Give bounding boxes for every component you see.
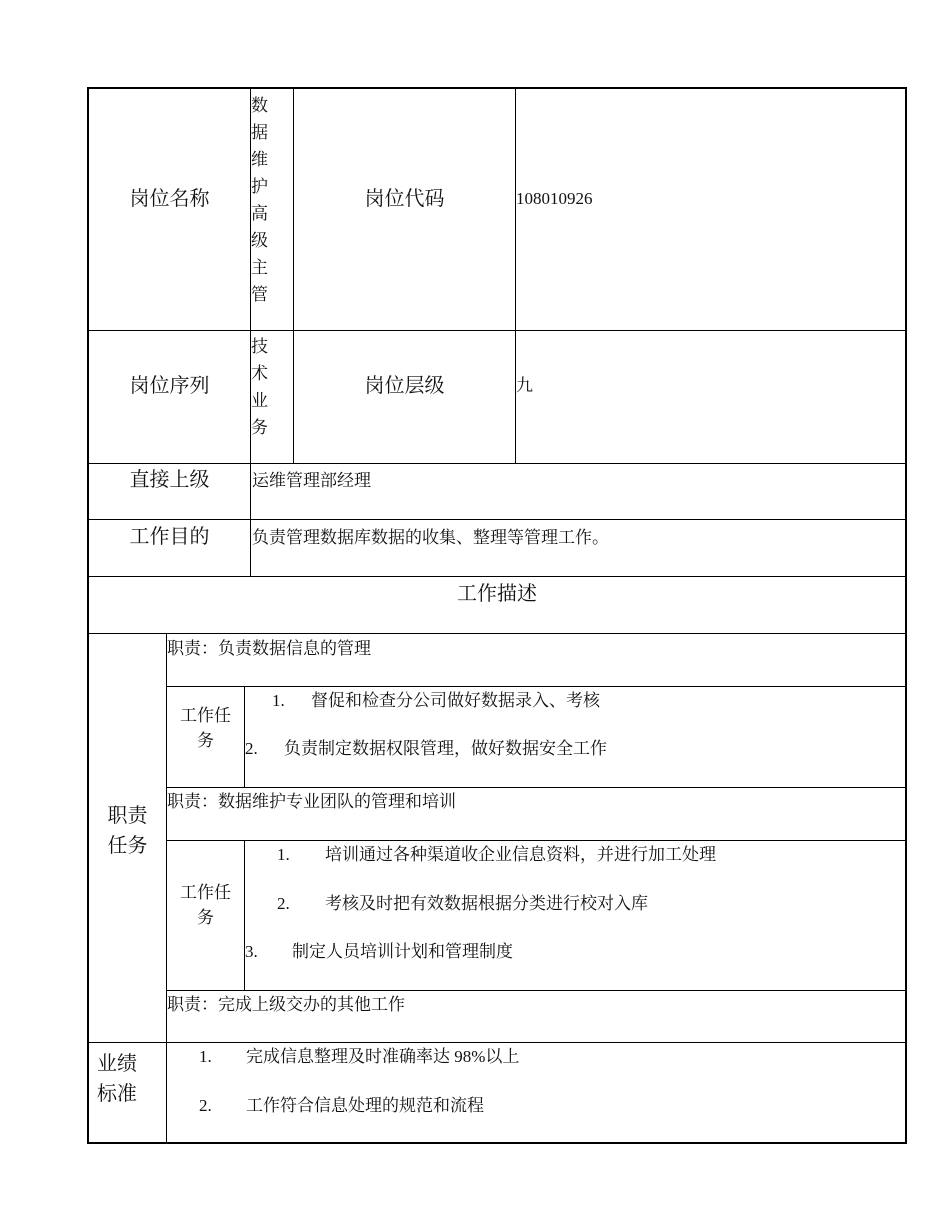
description-title: 工作描述: [457, 583, 537, 605]
post-series-value: 技术业务: [251, 337, 268, 437]
task-text: 制定人员培训计划和管理制度: [292, 942, 513, 961]
post-series-label: 岗位序列: [129, 375, 210, 397]
task-text: 考核及时把有效数据根据分类进行校对入库: [325, 894, 648, 913]
post-level-value: 九: [516, 376, 533, 395]
task-number: 2.: [277, 894, 290, 913]
post-code-value: 108010926: [516, 189, 593, 208]
post-name-value: 数据维护高级主管: [251, 96, 268, 304]
duty-title: 职责：数据维护专业团队的管理和培训: [167, 792, 456, 811]
performance-text: 工作符合信息处理的规范和流程: [246, 1096, 484, 1115]
purpose-value: 负责管理数据库数据的收集、整理等管理工作。: [252, 528, 609, 547]
task-text: 负责制定数据权限管理，做好数据安全工作: [284, 739, 607, 758]
post-code-label: 岗位代码: [364, 188, 445, 210]
task-text: 培训通过各种渠道收企业信息资料，并进行加工处理: [325, 845, 716, 864]
tasks-label: 工作任务: [180, 706, 231, 750]
post-level-label: 岗位层级: [364, 375, 445, 397]
performance-number: 1.: [199, 1047, 212, 1066]
performance-number: 2.: [199, 1096, 212, 1115]
task-number: 1.: [272, 691, 285, 710]
task-text: 督促和检查分公司做好数据录入、考核: [311, 691, 600, 710]
duty-title: 职责：负责数据信息的管理: [167, 639, 371, 658]
task-number: 2.: [245, 739, 258, 758]
duties-label: 职责任务: [107, 805, 148, 857]
supervisor-label: 直接上级: [129, 469, 210, 491]
performance-text: 完成信息整理及时准确率达 98%以上: [246, 1047, 520, 1066]
task-number: 3.: [245, 942, 258, 961]
task-number: 1.: [277, 845, 290, 864]
performance-label: 业绩标准: [97, 1053, 137, 1105]
purpose-label: 工作目的: [129, 526, 210, 548]
post-name-label: 岗位名称: [129, 188, 210, 210]
duty-title: 职责：完成上级交办的其他工作: [167, 995, 405, 1014]
supervisor-value: 运维管理部经理: [252, 471, 371, 490]
tasks-label: 工作任务: [180, 883, 231, 927]
